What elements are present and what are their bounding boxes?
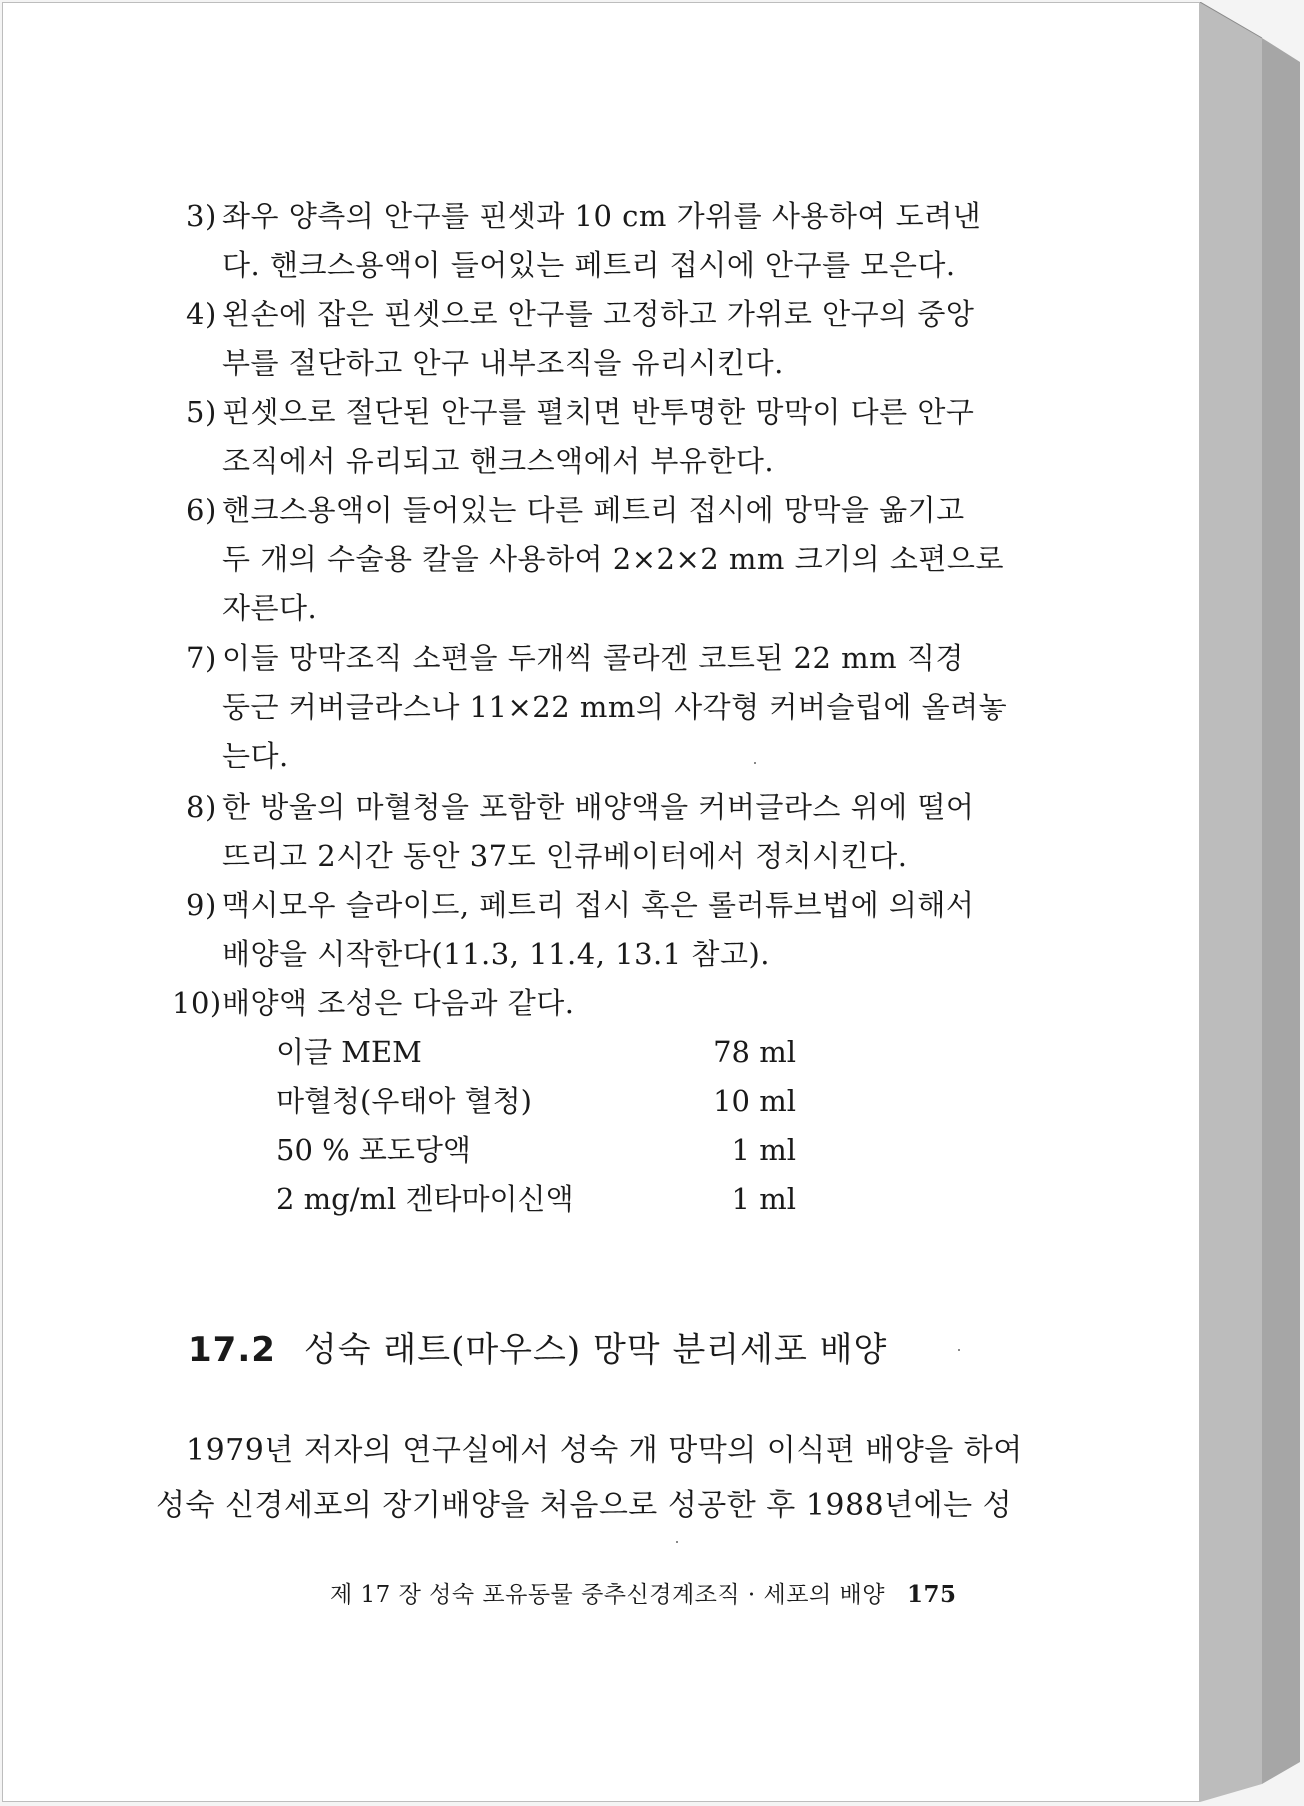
step-text: 이들 망막조직 소편을 두개씩 콜라겐 코트된 22 mm 직경 <box>222 641 964 675</box>
scan-speck <box>676 1541 678 1543</box>
step-4 <box>186 290 1046 388</box>
step-number: 10) <box>172 986 222 1020</box>
step-text-continued: 둥근 커버글라스나 11×22 mm의 사각형 커버슬립에 올려놓 <box>222 690 1008 724</box>
step-text: 좌우 양측의 안구를 핀셋과 10 cm 가위를 사용하여 도려낸 <box>222 199 982 233</box>
paragraph-line: 1979년 저자의 연구실에서 성숙 개 망막의 이식편 배양을 하여 <box>186 1433 1023 1468</box>
step-number: 3) <box>186 199 217 233</box>
step-number: 6) <box>186 493 217 527</box>
step-10 <box>172 979 1032 1028</box>
ingredient-amount: 10 ml <box>713 1084 796 1118</box>
step-text-continued: 뜨리고 2시간 동안 37도 인큐베이터에서 정치시킨다. <box>222 839 908 873</box>
ingredient-name: 이글 MEM <box>276 1035 422 1069</box>
step-number: 9) <box>186 888 217 922</box>
step-text-continued: 두 개의 수술용 칼을 사용하여 2×2×2 mm 크기의 소편으로 <box>222 542 1004 576</box>
step-text-continued: 배양을 시작한다(11.3, 11.4, 13.1 참고). <box>222 937 770 971</box>
ingredient-amount: 1 ml <box>731 1182 796 1216</box>
step-number: 8) <box>186 790 217 824</box>
list-item <box>276 1077 796 1126</box>
step-3 <box>186 192 1046 290</box>
step-number: 7) <box>186 641 217 675</box>
book-page-edge <box>1200 2 1302 1802</box>
list-item <box>276 1126 796 1175</box>
ingredient-amount: 78 ml <box>713 1035 796 1069</box>
list-item <box>276 1175 796 1224</box>
scan-speck <box>958 1349 960 1351</box>
step-text-continued: 조직에서 유리되고 핸크스액에서 부유한다. <box>222 444 775 478</box>
step-text: 핸크스용액이 들어있는 다른 페트리 접시에 망막을 옮기고 <box>222 493 965 527</box>
step-text: 왼손에 잡은 핀셋으로 안구를 고정하고 가위로 안구의 중앙 <box>222 297 975 331</box>
page-number: 175 <box>906 1581 957 1608</box>
paragraph-line: 성숙 신경세포의 장기배양을 처음으로 성공한 후 1988년에는 성 <box>156 1488 1013 1523</box>
medium-composition-list <box>276 1028 796 1224</box>
scan-speck <box>754 762 756 764</box>
step-text-continued: 다. 핸크스용액이 들어있는 페트리 접시에 안구를 모은다. <box>222 248 956 282</box>
step-text: 배양액 조성은 다음과 같다. <box>222 986 575 1020</box>
step-number: 4) <box>186 297 217 331</box>
step-text-continued: 부를 절단하고 안구 내부조직을 유리시킨다. <box>222 346 784 380</box>
ingredient-name: 50 % 포도당액 <box>276 1133 471 1167</box>
step-9 <box>186 881 1046 979</box>
step-7 <box>186 634 1046 781</box>
step-text: 맥시모우 슬라이드, 페트리 접시 혹은 롤러튜브법에 의해서 <box>222 888 975 922</box>
body-paragraph <box>156 1423 1036 1533</box>
ingredient-amount: 1 ml <box>731 1133 796 1167</box>
ingredient-name: 2 mg/ml 겐타마이신액 <box>276 1182 574 1216</box>
step-5 <box>186 388 1046 486</box>
step-text-continued: 는다. <box>222 739 289 773</box>
step-text: 핀셋으로 절단된 안구를 펼치면 반투명한 망막이 다른 안구 <box>222 395 975 429</box>
section-heading <box>188 1322 887 1371</box>
list-item <box>276 1028 796 1077</box>
page-footer <box>330 1576 956 1609</box>
step-text: 한 방울의 마혈청을 포함한 배양액을 커버글라스 위에 떨어 <box>222 790 975 824</box>
step-8 <box>186 783 1046 881</box>
section-title: 성숙 래트(마우스) 망막 분리세포 배양 <box>303 1330 888 1370</box>
ingredient-name: 마혈청(우태아 혈청) <box>276 1084 532 1118</box>
running-head: 제 17 장 성숙 포유동물 중추신경계조직 · 세포의 배양 <box>330 1582 885 1608</box>
step-text-continued: 자른다. <box>222 591 318 625</box>
section-number: 17.2 <box>188 1330 276 1370</box>
step-number: 5) <box>186 395 217 429</box>
step-6 <box>186 486 1046 633</box>
